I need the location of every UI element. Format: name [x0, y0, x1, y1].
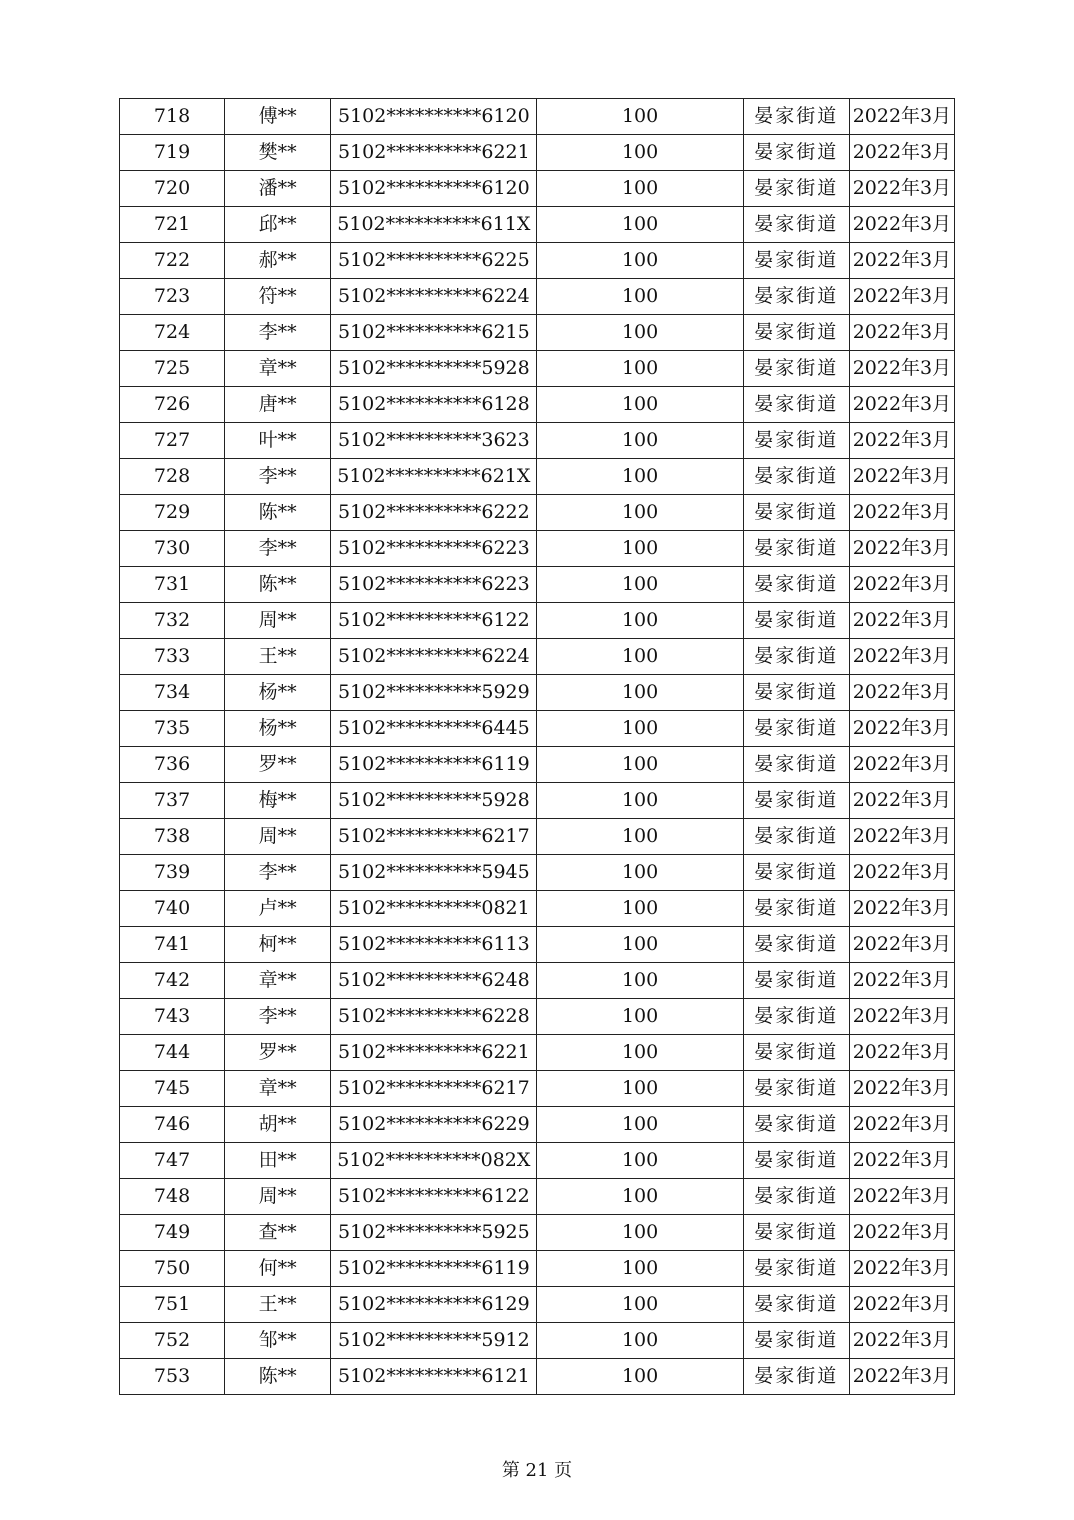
- row-number-cell: 724: [120, 315, 225, 351]
- name-cell: 陈**: [225, 495, 331, 531]
- id-number-cell: 5102**********6215: [331, 315, 537, 351]
- table-row: [120, 1323, 955, 1359]
- street-cell: 晏家街道: [743, 387, 849, 423]
- table-row: [120, 783, 955, 819]
- amount-cell: 100: [537, 855, 743, 891]
- amount-cell: 100: [537, 387, 743, 423]
- name-cell: 李**: [225, 459, 331, 495]
- id-number-cell: 5102**********6228: [331, 999, 537, 1035]
- id-number-cell: 5102**********6229: [331, 1107, 537, 1143]
- name-cell: 李**: [225, 315, 331, 351]
- date-cell: 2022年3月: [849, 783, 954, 819]
- table-row: [120, 855, 955, 891]
- id-number-cell: 5102**********6121: [331, 1359, 537, 1395]
- row-number-cell: 745: [120, 1071, 225, 1107]
- id-number-cell: 5102**********5929: [331, 675, 537, 711]
- amount-cell: 100: [537, 495, 743, 531]
- name-cell: 田**: [225, 1143, 331, 1179]
- date-cell: 2022年3月: [849, 279, 954, 315]
- name-cell: 卢**: [225, 891, 331, 927]
- date-cell: 2022年3月: [849, 999, 954, 1035]
- amount-cell: 100: [537, 891, 743, 927]
- id-number-cell: 5102**********6221: [331, 1035, 537, 1071]
- street-cell: 晏家街道: [743, 279, 849, 315]
- amount-cell: 100: [537, 243, 743, 279]
- name-cell: 李**: [225, 855, 331, 891]
- name-cell: 傅**: [225, 99, 331, 135]
- street-cell: 晏家街道: [743, 1323, 849, 1359]
- table-row: [120, 459, 955, 495]
- table-row: [120, 675, 955, 711]
- id-number-cell: 5102**********6222: [331, 495, 537, 531]
- id-number-cell: 5102**********6113: [331, 927, 537, 963]
- id-number-cell: 5102**********5928: [331, 783, 537, 819]
- street-cell: 晏家街道: [743, 351, 849, 387]
- row-number-cell: 734: [120, 675, 225, 711]
- row-number-cell: 730: [120, 531, 225, 567]
- id-number-cell: 5102**********5928: [331, 351, 537, 387]
- amount-cell: 100: [537, 315, 743, 351]
- id-number-cell: 5102**********6122: [331, 1179, 537, 1215]
- amount-cell: 100: [537, 1251, 743, 1287]
- row-number-cell: 741: [120, 927, 225, 963]
- row-number-cell: 738: [120, 819, 225, 855]
- date-cell: 2022年3月: [849, 1251, 954, 1287]
- row-number-cell: 747: [120, 1143, 225, 1179]
- id-number-cell: 5102**********6122: [331, 603, 537, 639]
- row-number-cell: 732: [120, 603, 225, 639]
- name-cell: 周**: [225, 819, 331, 855]
- street-cell: 晏家街道: [743, 819, 849, 855]
- table-row: [120, 963, 955, 999]
- name-cell: 周**: [225, 603, 331, 639]
- id-number-cell: 5102**********6119: [331, 1251, 537, 1287]
- id-number-cell: 5102**********6217: [331, 819, 537, 855]
- row-number-cell: 723: [120, 279, 225, 315]
- amount-cell: 100: [537, 1179, 743, 1215]
- street-cell: 晏家街道: [743, 855, 849, 891]
- row-number-cell: 748: [120, 1179, 225, 1215]
- amount-cell: 100: [537, 819, 743, 855]
- name-cell: 杨**: [225, 675, 331, 711]
- date-cell: 2022年3月: [849, 171, 954, 207]
- amount-cell: 100: [537, 1287, 743, 1323]
- date-cell: 2022年3月: [849, 531, 954, 567]
- street-cell: 晏家街道: [743, 747, 849, 783]
- street-cell: 晏家街道: [743, 1287, 849, 1323]
- date-cell: 2022年3月: [849, 819, 954, 855]
- name-cell: 潘**: [225, 171, 331, 207]
- id-number-cell: 5102**********5912: [331, 1323, 537, 1359]
- table-row: [120, 999, 955, 1035]
- date-cell: 2022年3月: [849, 1179, 954, 1215]
- name-cell: 查**: [225, 1215, 331, 1251]
- id-number-cell: 5102**********5945: [331, 855, 537, 891]
- table-row: [120, 243, 955, 279]
- date-cell: 2022年3月: [849, 639, 954, 675]
- table-row: [120, 639, 955, 675]
- row-number-cell: 752: [120, 1323, 225, 1359]
- street-cell: 晏家街道: [743, 927, 849, 963]
- row-number-cell: 736: [120, 747, 225, 783]
- street-cell: 晏家街道: [743, 1251, 849, 1287]
- date-cell: 2022年3月: [849, 927, 954, 963]
- id-number-cell: 5102**********3623: [331, 423, 537, 459]
- id-number-cell: 5102**********6445: [331, 711, 537, 747]
- id-number-cell: 5102**********5925: [331, 1215, 537, 1251]
- amount-cell: 100: [537, 1359, 743, 1395]
- date-cell: 2022年3月: [849, 1287, 954, 1323]
- table-row: [120, 1035, 955, 1071]
- row-number-cell: 727: [120, 423, 225, 459]
- row-number-cell: 739: [120, 855, 225, 891]
- row-number-cell: 751: [120, 1287, 225, 1323]
- name-cell: 何**: [225, 1251, 331, 1287]
- table-row: [120, 207, 955, 243]
- name-cell: 胡**: [225, 1107, 331, 1143]
- id-number-cell: 5102**********6224: [331, 639, 537, 675]
- name-cell: 罗**: [225, 1035, 331, 1071]
- street-cell: 晏家街道: [743, 675, 849, 711]
- row-number-cell: 744: [120, 1035, 225, 1071]
- amount-cell: 100: [537, 1071, 743, 1107]
- id-number-cell: 5102**********621X: [331, 459, 537, 495]
- records-table: [119, 98, 955, 1395]
- name-cell: 李**: [225, 999, 331, 1035]
- date-cell: 2022年3月: [849, 1143, 954, 1179]
- id-number-cell: 5102**********082X: [331, 1143, 537, 1179]
- date-cell: 2022年3月: [849, 855, 954, 891]
- street-cell: 晏家街道: [743, 207, 849, 243]
- row-number-cell: 726: [120, 387, 225, 423]
- id-number-cell: 5102**********6120: [331, 99, 537, 135]
- row-number-cell: 742: [120, 963, 225, 999]
- name-cell: 樊**: [225, 135, 331, 171]
- id-number-cell: 5102**********6120: [331, 171, 537, 207]
- name-cell: 李**: [225, 531, 331, 567]
- table-row: [120, 279, 955, 315]
- street-cell: 晏家街道: [743, 567, 849, 603]
- amount-cell: 100: [537, 171, 743, 207]
- table-row: [120, 1107, 955, 1143]
- row-number-cell: 725: [120, 351, 225, 387]
- amount-cell: 100: [537, 279, 743, 315]
- name-cell: 柯**: [225, 927, 331, 963]
- table-row: [120, 747, 955, 783]
- id-number-cell: 5102**********6224: [331, 279, 537, 315]
- row-number-cell: 722: [120, 243, 225, 279]
- amount-cell: 100: [537, 639, 743, 675]
- table-row: [120, 711, 955, 747]
- name-cell: 章**: [225, 963, 331, 999]
- date-cell: 2022年3月: [849, 495, 954, 531]
- id-number-cell: 5102**********6128: [331, 387, 537, 423]
- id-number-cell: 5102**********6248: [331, 963, 537, 999]
- table-row: [120, 567, 955, 603]
- id-number-cell: 5102**********6129: [331, 1287, 537, 1323]
- id-number-cell: 5102**********6217: [331, 1071, 537, 1107]
- table-row: [120, 1359, 955, 1395]
- amount-cell: 100: [537, 135, 743, 171]
- id-number-cell: 5102**********611X: [331, 207, 537, 243]
- amount-cell: 100: [537, 747, 743, 783]
- date-cell: 2022年3月: [849, 603, 954, 639]
- table-row: [120, 495, 955, 531]
- street-cell: 晏家街道: [743, 135, 849, 171]
- street-cell: 晏家街道: [743, 891, 849, 927]
- table-row: [120, 1143, 955, 1179]
- row-number-cell: 746: [120, 1107, 225, 1143]
- street-cell: 晏家街道: [743, 1143, 849, 1179]
- street-cell: 晏家街道: [743, 603, 849, 639]
- table-row: [120, 1287, 955, 1323]
- page-number: 第 21 页: [501, 1460, 573, 1481]
- street-cell: 晏家街道: [743, 1179, 849, 1215]
- table-row: [120, 171, 955, 207]
- amount-cell: 100: [537, 99, 743, 135]
- street-cell: 晏家街道: [743, 1071, 849, 1107]
- table-row: [120, 315, 955, 351]
- row-number-cell: 735: [120, 711, 225, 747]
- row-number-cell: 737: [120, 783, 225, 819]
- id-number-cell: 5102**********6221: [331, 135, 537, 171]
- table-row: [120, 819, 955, 855]
- street-cell: 晏家街道: [743, 171, 849, 207]
- amount-cell: 100: [537, 675, 743, 711]
- name-cell: 叶**: [225, 423, 331, 459]
- name-cell: 梅**: [225, 783, 331, 819]
- date-cell: 2022年3月: [849, 711, 954, 747]
- amount-cell: 100: [537, 963, 743, 999]
- id-number-cell: 5102**********6223: [331, 531, 537, 567]
- table-row: [120, 351, 955, 387]
- amount-cell: 100: [537, 1323, 743, 1359]
- amount-cell: 100: [537, 207, 743, 243]
- date-cell: 2022年3月: [849, 243, 954, 279]
- table-row: [120, 603, 955, 639]
- date-cell: 2022年3月: [849, 1035, 954, 1071]
- id-number-cell: 5102**********6223: [331, 567, 537, 603]
- street-cell: 晏家街道: [743, 963, 849, 999]
- row-number-cell: 749: [120, 1215, 225, 1251]
- table-row: [120, 1071, 955, 1107]
- date-cell: 2022年3月: [849, 675, 954, 711]
- street-cell: 晏家街道: [743, 1359, 849, 1395]
- street-cell: 晏家街道: [743, 1035, 849, 1071]
- table-row: [120, 1179, 955, 1215]
- date-cell: 2022年3月: [849, 99, 954, 135]
- street-cell: 晏家街道: [743, 711, 849, 747]
- table-row: [120, 891, 955, 927]
- id-number-cell: 5102**********6225: [331, 243, 537, 279]
- name-cell: 符**: [225, 279, 331, 315]
- date-cell: 2022年3月: [849, 891, 954, 927]
- name-cell: 罗**: [225, 747, 331, 783]
- table-row: [120, 135, 955, 171]
- amount-cell: 100: [537, 1143, 743, 1179]
- street-cell: 晏家街道: [743, 1107, 849, 1143]
- table-row: [120, 927, 955, 963]
- table-row: [120, 1251, 955, 1287]
- row-number-cell: 740: [120, 891, 225, 927]
- date-cell: 2022年3月: [849, 315, 954, 351]
- row-number-cell: 718: [120, 99, 225, 135]
- amount-cell: 100: [537, 351, 743, 387]
- street-cell: 晏家街道: [743, 639, 849, 675]
- table-row: [120, 99, 955, 135]
- row-number-cell: 721: [120, 207, 225, 243]
- date-cell: 2022年3月: [849, 1215, 954, 1251]
- amount-cell: 100: [537, 567, 743, 603]
- amount-cell: 100: [537, 783, 743, 819]
- id-number-cell: 5102**********6119: [331, 747, 537, 783]
- street-cell: 晏家街道: [743, 783, 849, 819]
- date-cell: 2022年3月: [849, 459, 954, 495]
- row-number-cell: 720: [120, 171, 225, 207]
- amount-cell: 100: [537, 1107, 743, 1143]
- name-cell: 章**: [225, 1071, 331, 1107]
- street-cell: 晏家街道: [743, 459, 849, 495]
- street-cell: 晏家街道: [743, 531, 849, 567]
- street-cell: 晏家街道: [743, 1215, 849, 1251]
- name-cell: 杨**: [225, 711, 331, 747]
- row-number-cell: 753: [120, 1359, 225, 1395]
- date-cell: 2022年3月: [849, 963, 954, 999]
- date-cell: 2022年3月: [849, 567, 954, 603]
- date-cell: 2022年3月: [849, 747, 954, 783]
- street-cell: 晏家街道: [743, 315, 849, 351]
- amount-cell: 100: [537, 927, 743, 963]
- name-cell: 陈**: [225, 567, 331, 603]
- table-row: [120, 423, 955, 459]
- row-number-cell: 733: [120, 639, 225, 675]
- amount-cell: 100: [537, 531, 743, 567]
- name-cell: 邱**: [225, 207, 331, 243]
- street-cell: 晏家街道: [743, 423, 849, 459]
- name-cell: 周**: [225, 1179, 331, 1215]
- street-cell: 晏家街道: [743, 495, 849, 531]
- amount-cell: 100: [537, 1035, 743, 1071]
- name-cell: 邹**: [225, 1323, 331, 1359]
- street-cell: 晏家街道: [743, 99, 849, 135]
- street-cell: 晏家街道: [743, 243, 849, 279]
- name-cell: 唐**: [225, 387, 331, 423]
- row-number-cell: 731: [120, 567, 225, 603]
- name-cell: 章**: [225, 351, 331, 387]
- row-number-cell: 728: [120, 459, 225, 495]
- amount-cell: 100: [537, 603, 743, 639]
- table-row: [120, 1215, 955, 1251]
- table-row: [120, 387, 955, 423]
- id-number-cell: 5102**********0821: [331, 891, 537, 927]
- row-number-cell: 719: [120, 135, 225, 171]
- row-number-cell: 729: [120, 495, 225, 531]
- date-cell: 2022年3月: [849, 1323, 954, 1359]
- date-cell: 2022年3月: [849, 351, 954, 387]
- name-cell: 王**: [225, 1287, 331, 1323]
- date-cell: 2022年3月: [849, 1107, 954, 1143]
- date-cell: 2022年3月: [849, 423, 954, 459]
- row-number-cell: 750: [120, 1251, 225, 1287]
- amount-cell: 100: [537, 423, 743, 459]
- date-cell: 2022年3月: [849, 207, 954, 243]
- name-cell: 郝**: [225, 243, 331, 279]
- amount-cell: 100: [537, 711, 743, 747]
- amount-cell: 100: [537, 999, 743, 1035]
- date-cell: 2022年3月: [849, 135, 954, 171]
- row-number-cell: 743: [120, 999, 225, 1035]
- name-cell: 王**: [225, 639, 331, 675]
- date-cell: 2022年3月: [849, 1359, 954, 1395]
- date-cell: 2022年3月: [849, 1071, 954, 1107]
- table-row: [120, 531, 955, 567]
- amount-cell: 100: [537, 1215, 743, 1251]
- amount-cell: 100: [537, 459, 743, 495]
- records-table-body: [120, 99, 955, 1395]
- street-cell: 晏家街道: [743, 999, 849, 1035]
- name-cell: 陈**: [225, 1359, 331, 1395]
- date-cell: 2022年3月: [849, 387, 954, 423]
